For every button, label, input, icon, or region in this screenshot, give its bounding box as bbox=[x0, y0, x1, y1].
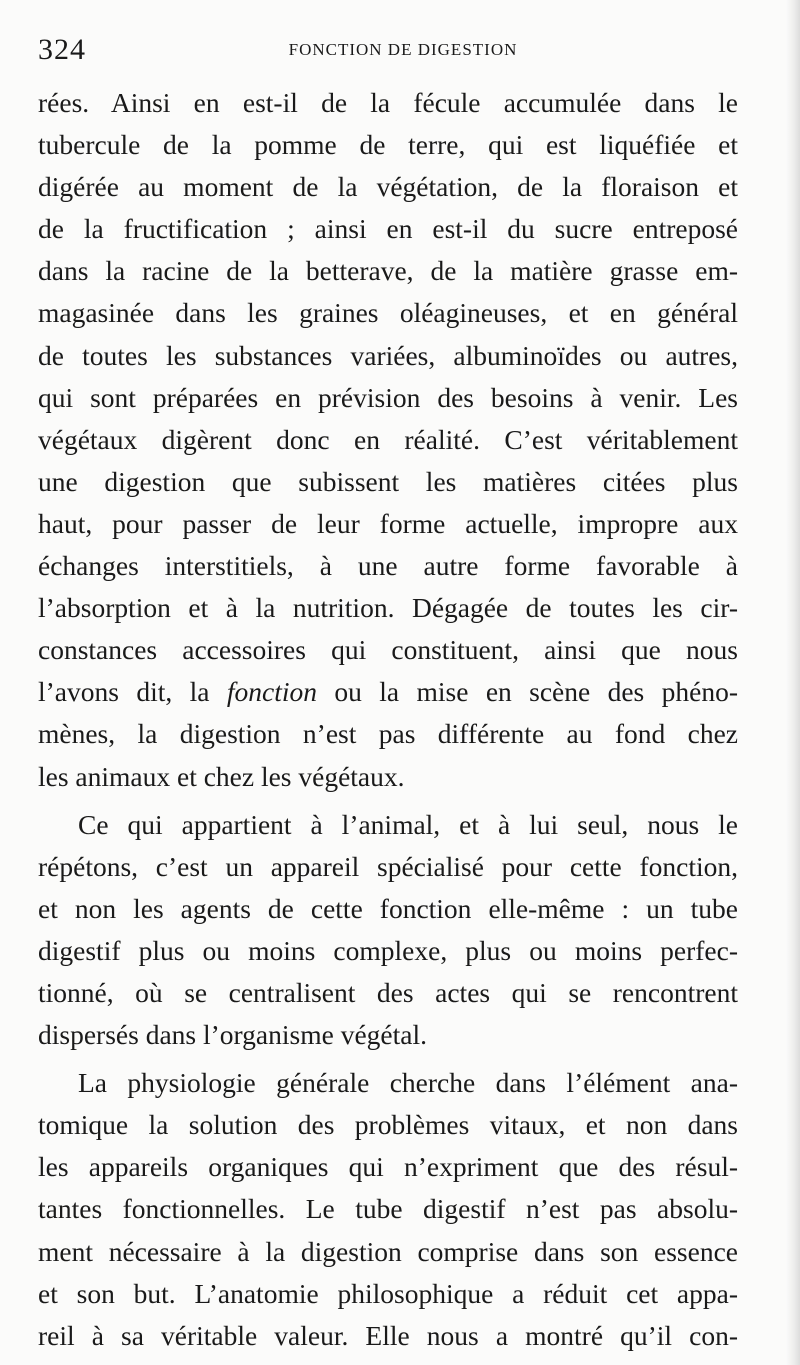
text-line: magasinée dans les graines oléagineuses, et en général bbox=[38, 297, 738, 329]
text-line: de toutes les substances variées, albuminoïdes ou autres, bbox=[38, 339, 738, 371]
text-line: mènes, la digestion n’est pas différente au fond chez bbox=[38, 718, 738, 750]
text-line: et non les agents de cette fonction elle-même : un tube bbox=[38, 892, 738, 924]
page-number: 324 bbox=[38, 33, 86, 66]
text-line: digestif plus ou moins complexe, plus ou moins perfec- bbox=[38, 934, 738, 966]
text-line: l’absorption et à la nutrition. Dégagée de toutes les cir- bbox=[38, 592, 738, 624]
paragraph-start-line: La physiologie générale cherche dans l’élément ana- bbox=[78, 1067, 738, 1099]
text-line: constances accessoires qui constituent, ainsi que nous bbox=[38, 634, 738, 666]
text-line: haut, pour passer de leur forme actuelle, impropre aux bbox=[38, 507, 738, 539]
text-segment: ou la mise en scène des phéno- bbox=[334, 676, 738, 708]
text-segment: l’avons dit, la bbox=[38, 676, 210, 708]
text-line: végétaux digèrent donc en réalité. C’est véritablement bbox=[38, 423, 738, 455]
body-text bbox=[38, 82, 738, 1357]
text-line: répétons, c’est un appareil spécialisé pour cette fonction, bbox=[38, 850, 738, 882]
page-edge-shadow bbox=[786, 0, 800, 1365]
text-line: de la fructification ; ainsi en est-il du sucre entreposé bbox=[38, 213, 738, 245]
text-line: qui sont préparées en prévision des besoins à venir. Les bbox=[38, 381, 738, 413]
paragraph-end-line: les animaux et chez les végétaux. bbox=[38, 760, 405, 792]
text-line-with-italic bbox=[38, 671, 738, 713]
text-line: une digestion que subissent les matières citées plus bbox=[38, 465, 738, 497]
text-line: tubercule de la pomme de terre, qui est liquéfiée et bbox=[38, 129, 738, 161]
text-line: rées. Ainsi en est-il de la fécule accumulée dans le bbox=[38, 87, 738, 118]
text-line: tomique la solution des problèmes vitaux, et non dans bbox=[38, 1109, 738, 1141]
text-line: tantes fonctionnelles. Le tube digestif n’est pas absolu- bbox=[38, 1193, 738, 1225]
text-line: échanges interstitiels, à une autre forme favorable à bbox=[38, 550, 738, 582]
italic-term: fonction bbox=[226, 676, 317, 708]
page-header bbox=[38, 30, 738, 70]
text-line: reil à sa véritable valeur. Elle nous a montré qu’il con- bbox=[38, 1319, 738, 1351]
text-line: et son but. L’anatomie philosophique a réduit cet appa- bbox=[38, 1277, 738, 1309]
paragraph-end-line: dispersés dans l’organisme végétal. bbox=[38, 1019, 427, 1051]
text-line: ment nécessaire à la digestion comprise dans son essence bbox=[38, 1235, 738, 1267]
running-head: FONCTION DE DIGESTION bbox=[288, 40, 518, 59]
text-line: dans la racine de la betterave, de la matière grasse em- bbox=[38, 255, 738, 287]
text-line: les appareils organiques qui n’expriment que des résul- bbox=[38, 1151, 738, 1183]
text-line: digérée au moment de la végétation, de la floraison et bbox=[38, 171, 738, 203]
paragraph-start-line: Ce qui appartient à l’animal, et à lui seul, nous le bbox=[78, 808, 738, 840]
text-line: tionné, où se centralisent des actes qui se rencontrent bbox=[38, 976, 738, 1008]
